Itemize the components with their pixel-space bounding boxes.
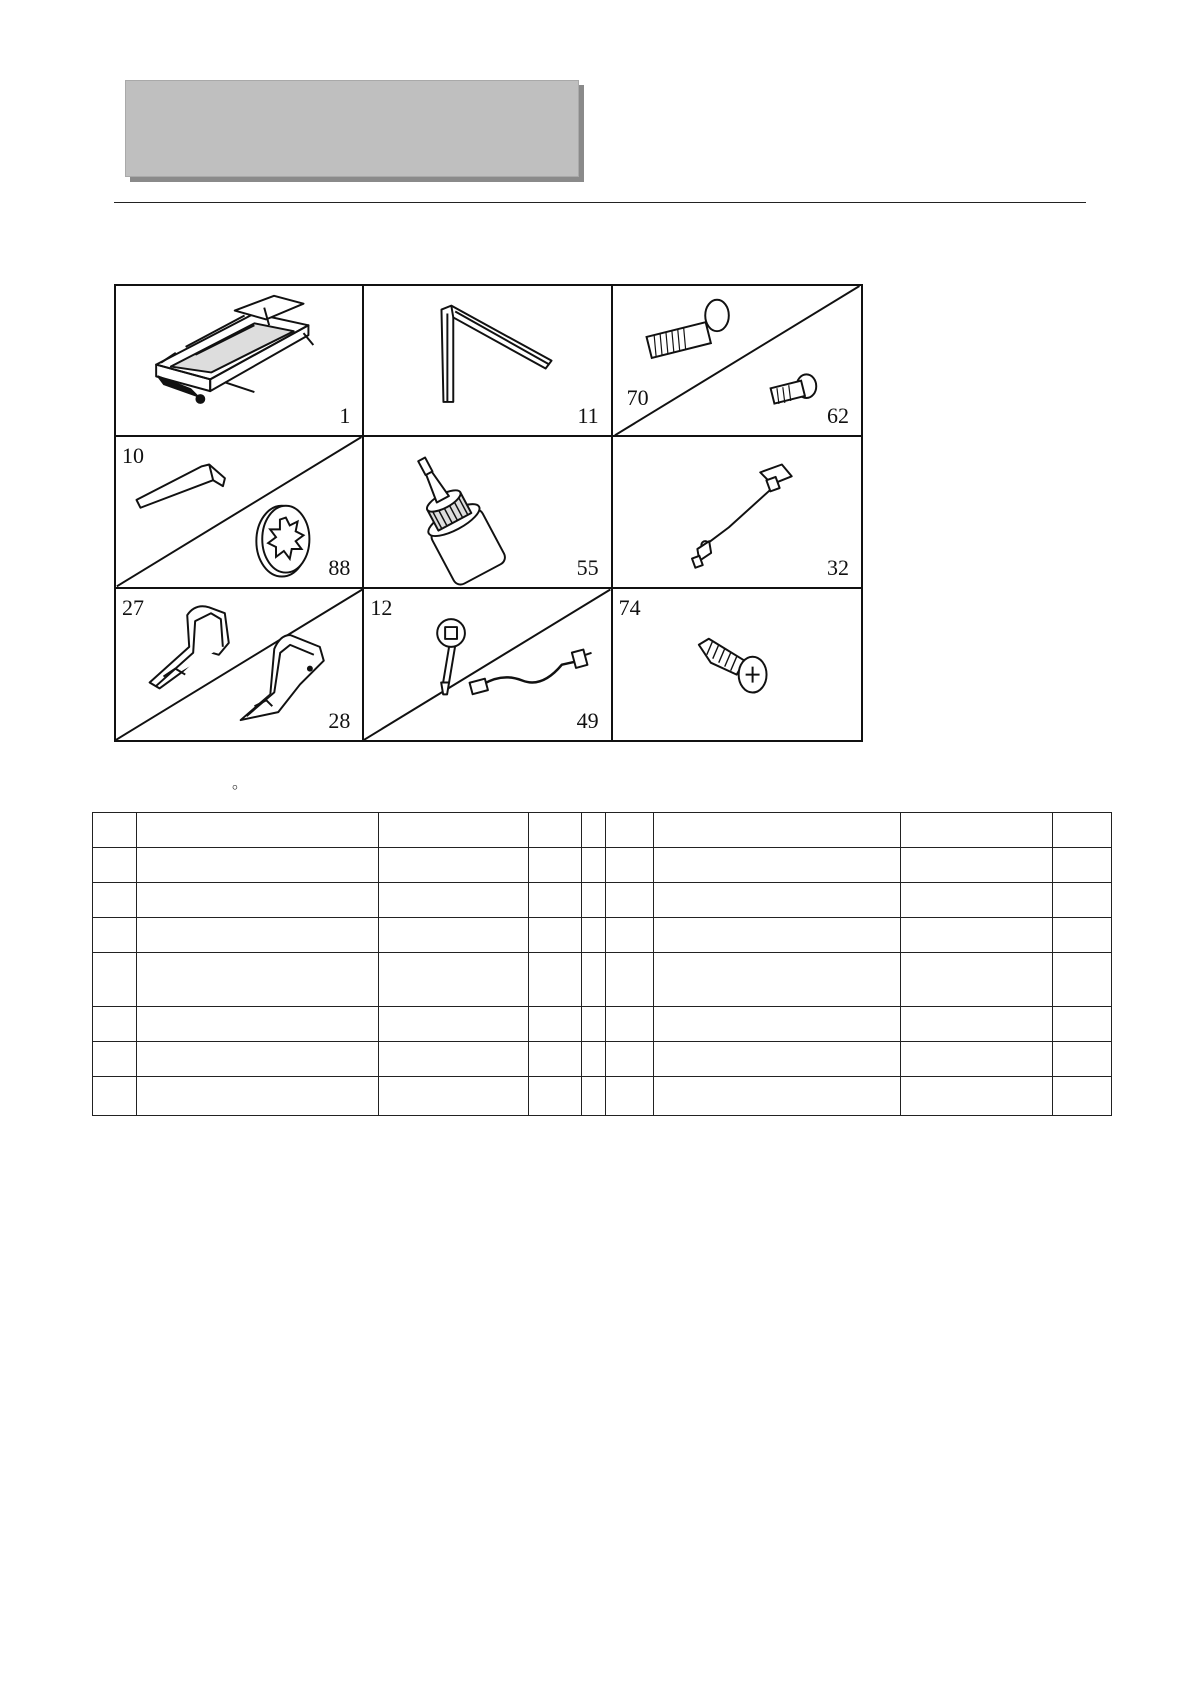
table-row — [93, 918, 1112, 953]
table-cell — [901, 813, 1053, 848]
table-cell — [379, 953, 529, 1007]
part-cell-allen-key — [364, 286, 612, 437]
table-cell — [654, 813, 901, 848]
table-cell — [379, 883, 529, 918]
table-cell — [606, 953, 654, 1007]
table-cell — [1053, 1042, 1112, 1077]
table-cell — [654, 1042, 901, 1077]
table-cell — [582, 953, 606, 1007]
section-title-banner — [125, 80, 579, 177]
part-cell-bolts — [613, 286, 861, 437]
table-cell — [529, 1007, 582, 1042]
table-row — [93, 953, 1112, 1007]
table-cell — [1053, 813, 1112, 848]
table-cell — [1053, 918, 1112, 953]
part-number: 88 — [328, 554, 351, 580]
table-cell — [901, 848, 1053, 883]
table-cell — [582, 1007, 606, 1042]
table-cell — [379, 1007, 529, 1042]
table-cell — [1053, 1077, 1112, 1116]
part-number: 74 — [618, 594, 641, 620]
table-cell — [137, 1077, 379, 1116]
table-cell — [379, 1077, 529, 1116]
table-cell — [379, 1042, 529, 1077]
table-cell — [137, 1042, 379, 1077]
table-cell — [137, 953, 379, 1007]
part-cell-screw — [613, 589, 861, 740]
table-cell — [93, 1007, 137, 1042]
part-number: 70 — [626, 385, 649, 411]
part-cell-lubricant — [364, 437, 612, 588]
table-cell — [93, 1077, 137, 1116]
bolt-icon — [613, 286, 861, 435]
table-cell — [606, 918, 654, 953]
table-cell — [93, 848, 137, 883]
treadmill-frame-icon — [116, 286, 362, 435]
table-cell — [606, 848, 654, 883]
table-cell — [529, 1042, 582, 1077]
table-row — [93, 883, 1112, 918]
table-cell — [606, 813, 654, 848]
part-cell-wrench-cord — [364, 589, 612, 740]
part-number: 28 — [328, 707, 351, 733]
table-cell — [582, 813, 606, 848]
table-cell — [529, 918, 582, 953]
table-cell — [606, 1007, 654, 1042]
part-cell-key-washer — [116, 437, 364, 588]
part-number: 27 — [122, 594, 144, 620]
table-cell — [529, 813, 582, 848]
table-cell — [901, 953, 1053, 1007]
part-number: 11 — [577, 403, 599, 429]
table-cell — [93, 918, 137, 953]
table-cell — [582, 1042, 606, 1077]
table-cell — [654, 883, 901, 918]
table-cell — [137, 1007, 379, 1042]
safety-key-icon — [613, 437, 861, 586]
part-cell-main-frame — [116, 286, 364, 437]
table-cell — [379, 813, 529, 848]
part-number: 1 — [339, 403, 351, 429]
spec-table — [92, 812, 1112, 1116]
table-cell — [1053, 1007, 1112, 1042]
wrench-icon — [364, 589, 610, 740]
table-cell — [901, 883, 1053, 918]
table-cell — [901, 1077, 1053, 1116]
table-cell — [379, 918, 529, 953]
table-cell — [93, 1042, 137, 1077]
table-cell — [654, 1077, 901, 1116]
table-cell — [582, 848, 606, 883]
table-cell — [1053, 883, 1112, 918]
header-divider — [114, 202, 1086, 203]
table-cell — [654, 1007, 901, 1042]
table-cell — [529, 1077, 582, 1116]
table-cell — [93, 953, 137, 1007]
table-cell — [582, 883, 606, 918]
part-number: 12 — [370, 594, 393, 620]
table-cell — [901, 1007, 1053, 1042]
table-cell — [606, 883, 654, 918]
table-cell — [93, 813, 137, 848]
part-cell-safety-key — [613, 437, 861, 588]
part-number: 49 — [576, 707, 599, 733]
note-mark: 。 — [232, 775, 249, 792]
parts-diagram — [114, 284, 863, 742]
part-number: 10 — [122, 443, 144, 469]
part-number: 32 — [826, 554, 849, 580]
table-cell — [901, 1042, 1053, 1077]
table-cell — [529, 883, 582, 918]
table-cell — [137, 848, 379, 883]
table-row — [93, 1077, 1112, 1116]
table-row — [93, 848, 1112, 883]
table-cell — [606, 1077, 654, 1116]
part-number: 62 — [826, 403, 849, 429]
table-cell — [137, 883, 379, 918]
table-cell — [1053, 848, 1112, 883]
side-cover-icon — [116, 589, 362, 740]
table-cell — [582, 1077, 606, 1116]
table-cell — [901, 918, 1053, 953]
table-cell — [93, 883, 137, 918]
table-cell — [137, 813, 379, 848]
table-cell — [582, 918, 606, 953]
allen-key-icon — [364, 286, 610, 435]
table-row — [93, 1007, 1112, 1042]
lubricant-bottle-icon — [364, 437, 610, 586]
part-number: 55 — [576, 554, 599, 580]
table-cell — [379, 848, 529, 883]
hex-key-icon — [116, 437, 362, 586]
table-cell — [529, 848, 582, 883]
table-cell — [606, 1042, 654, 1077]
screw-icon — [613, 589, 861, 740]
table-row — [93, 813, 1112, 848]
table-cell — [1053, 953, 1112, 1007]
table-cell — [654, 848, 901, 883]
part-cell-side-covers — [116, 589, 364, 740]
table-row — [93, 1042, 1112, 1077]
table-cell — [654, 953, 901, 1007]
table-cell — [529, 953, 582, 1007]
table-cell — [654, 918, 901, 953]
table-cell — [137, 918, 379, 953]
